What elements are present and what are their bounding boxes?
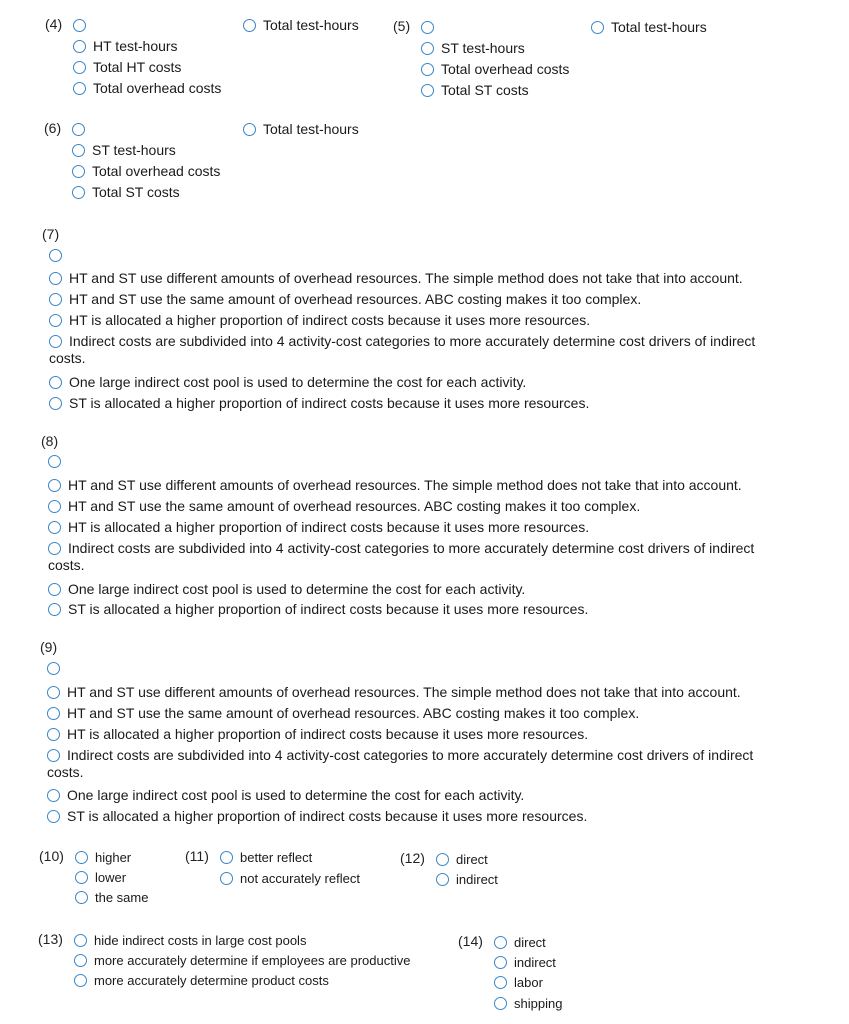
option-label: Total ST costs: [441, 82, 529, 98]
radio-icon[interactable]: [72, 186, 85, 199]
option-label: HT test-hours: [93, 38, 178, 54]
radio-icon[interactable]: [75, 891, 88, 904]
q6-option-1[interactable]: [72, 141, 176, 159]
option-label: direct: [514, 934, 546, 950]
q5-option-total-test-hours[interactable]: [591, 18, 707, 36]
q9-option-3[interactable]: [47, 725, 588, 743]
radio-icon[interactable]: [74, 934, 87, 947]
q8-option-1[interactable]: [48, 476, 742, 494]
q8-option-3[interactable]: [48, 518, 589, 536]
option-label: direct: [456, 851, 488, 867]
radio-icon[interactable]: [421, 63, 434, 76]
q14-option-direct[interactable]: [494, 933, 546, 951]
radio-icon[interactable]: [243, 19, 256, 32]
q6-option-3[interactable]: [72, 183, 180, 201]
option-label: Total test-hours: [611, 19, 707, 35]
q9-blank-radio[interactable]: [47, 662, 60, 675]
radio-icon[interactable]: [421, 84, 434, 97]
option-label: ST test-hours: [92, 142, 176, 158]
q7-option-4-continuation: costs.: [49, 350, 86, 366]
radio-icon[interactable]: [47, 728, 60, 741]
option-label: One large indirect cost pool is used to determine the cost for each activity.: [67, 787, 525, 803]
radio-icon[interactable]: [47, 749, 60, 762]
radio-icon[interactable]: [75, 871, 88, 884]
option-label: Total overhead costs: [92, 163, 221, 179]
radio-icon[interactable]: [74, 954, 87, 967]
option-label: more accurately determine if employees are productive: [94, 952, 411, 968]
q14-option-indirect[interactable]: [494, 953, 556, 971]
option-label: HT is allocated a higher proportion of indirect costs because it uses more resources.: [67, 726, 589, 742]
q10-option-the-same[interactable]: [75, 888, 148, 906]
q9-option-2[interactable]: [47, 704, 639, 722]
option-label: HT and ST use the same amount of overhead resources. ABC costing makes it too complex.: [67, 705, 640, 721]
q11-number: (11): [185, 848, 209, 864]
q6-option-total-test-hours[interactable]: [243, 120, 359, 138]
option-label: shipping: [514, 995, 563, 1011]
radio-icon[interactable]: [436, 853, 449, 866]
radio-icon[interactable]: [49, 376, 62, 389]
radio-icon[interactable]: [49, 397, 62, 410]
q8-option-2[interactable]: [48, 497, 640, 515]
option-label: HT and ST use different amounts of overhead resources. The simple method does not take that into account.: [69, 270, 743, 286]
radio-icon[interactable]: [494, 976, 507, 989]
q7-number: (7): [42, 226, 60, 242]
q7-option-2[interactable]: [49, 290, 641, 308]
option-label: HT and ST use different amounts of overhead resources. The simple method does not take that into account.: [68, 477, 742, 493]
radio-icon[interactable]: [72, 165, 85, 178]
radio-icon[interactable]: [72, 144, 85, 157]
q13-number: (13): [38, 931, 63, 947]
q12-option-indirect[interactable]: [436, 870, 498, 888]
option-label: HT is allocated a higher proportion of indirect costs because it uses more resources.: [68, 519, 590, 535]
q11-option-better-reflect[interactable]: [220, 848, 312, 866]
q10-option-lower[interactable]: [75, 868, 126, 886]
option-label: indirect: [456, 871, 498, 887]
radio-icon[interactable]: [73, 40, 86, 53]
q5-blank-radio[interactable]: [421, 21, 434, 34]
option-label: the same: [95, 889, 149, 905]
q8-blank-radio[interactable]: [48, 455, 61, 468]
radio-icon[interactable]: [220, 872, 233, 885]
option-label: higher: [95, 849, 132, 865]
option-label: ST is allocated a higher proportion of indirect costs because it uses more resources.: [68, 601, 589, 617]
q4-option-3[interactable]: [73, 79, 221, 97]
q7-blank-radio[interactable]: [49, 249, 62, 262]
q8-option-6[interactable]: [48, 600, 588, 618]
option-label: Indirect costs are subdivided into 4 activity-cost categories to more accurately determine cost drivers of indirect: [68, 540, 755, 556]
q6-number: (6): [44, 120, 62, 136]
radio-icon[interactable]: [48, 542, 61, 555]
radio-icon[interactable]: [47, 686, 60, 699]
q7-option-5[interactable]: [49, 373, 526, 391]
radio-icon[interactable]: [421, 42, 434, 55]
radio-icon[interactable]: [49, 272, 62, 285]
q6-blank-radio[interactable]: [72, 123, 85, 136]
q5-option-3[interactable]: [421, 81, 529, 99]
option-label: One large indirect cost pool is used to determine the cost for each activity.: [68, 581, 526, 597]
radio-icon[interactable]: [48, 479, 61, 492]
option-label: ST test-hours: [441, 40, 525, 56]
option-label: Total ST costs: [92, 184, 180, 200]
option-label: Indirect costs are subdivided into 4 activity-cost categories to more accurately determine cost drivers of indirect: [67, 747, 754, 763]
q9-option-6[interactable]: [47, 807, 587, 825]
option-label: hide indirect costs in large cost pools: [94, 932, 307, 948]
q9-option-5[interactable]: [47, 786, 524, 804]
q13-option-1[interactable]: [74, 931, 306, 949]
q4-option-2[interactable]: [73, 58, 181, 76]
radio-icon[interactable]: [220, 851, 233, 864]
radio-icon[interactable]: [47, 810, 60, 823]
option-label: One large indirect cost pool is used to determine the cost for each activity.: [69, 374, 527, 390]
option-label: better reflect: [240, 849, 313, 865]
q7-option-6[interactable]: [49, 394, 589, 412]
option-label: HT and ST use the same amount of overhead resources. ABC costing makes it too complex.: [69, 291, 642, 307]
option-label: HT and ST use the same amount of overhead resources. ABC costing makes it too complex.: [68, 498, 641, 514]
option-label: lower: [95, 869, 127, 885]
q12-option-direct[interactable]: [436, 850, 488, 868]
radio-icon[interactable]: [436, 873, 449, 886]
option-label: Total HT costs: [93, 59, 182, 75]
q5-option-2[interactable]: [421, 60, 569, 78]
q7-option-3[interactable]: [49, 311, 590, 329]
radio-icon[interactable]: [494, 997, 507, 1010]
radio-icon[interactable]: [243, 123, 256, 136]
q8-option-5[interactable]: [48, 580, 525, 598]
option-label: Total test-hours: [263, 17, 359, 33]
option-label: labor: [514, 974, 543, 990]
radio-icon[interactable]: [49, 335, 62, 348]
q9-option-4-continuation: costs.: [47, 764, 84, 780]
radio-icon[interactable]: [48, 603, 61, 616]
q6-option-2[interactable]: [72, 162, 220, 180]
radio-icon[interactable]: [74, 974, 87, 987]
q13-option-3[interactable]: [74, 971, 329, 989]
option-label: not accurately reflect: [240, 870, 360, 886]
option-label: Indirect costs are subdivided into 4 activity-cost categories to more accurately determine cost drivers of indirect: [69, 333, 756, 349]
radio-icon[interactable]: [494, 936, 507, 949]
radio-icon[interactable]: [494, 956, 507, 969]
option-label: Total overhead costs: [93, 80, 222, 96]
q9-option-1[interactable]: [47, 683, 741, 701]
q14-option-labor[interactable]: [494, 973, 543, 991]
option-label: HT and ST use different amounts of overhead resources. The simple method does not take that into account.: [67, 684, 741, 700]
option-label: ST is allocated a higher proportion of indirect costs because it uses more resources.: [67, 808, 588, 824]
radio-icon[interactable]: [48, 583, 61, 596]
q14-number: (14): [458, 933, 483, 949]
q10-number: (10): [39, 848, 64, 864]
radio-icon[interactable]: [73, 61, 86, 74]
q8-option-4[interactable]: [48, 539, 754, 557]
option-label: more accurately determine product costs: [94, 972, 329, 988]
q4-option-1[interactable]: [73, 37, 178, 55]
q12-number: (12): [400, 850, 425, 866]
q8-number: (8): [41, 433, 59, 449]
option-label: Total overhead costs: [441, 61, 570, 77]
q7-option-4[interactable]: [49, 332, 755, 350]
option-label: HT is allocated a higher proportion of indirect costs because it uses more resources.: [69, 312, 591, 328]
q4-blank-radio[interactable]: [73, 19, 86, 32]
option-label: indirect: [514, 954, 556, 970]
option-label: Total test-hours: [263, 121, 359, 137]
option-label: ST is allocated a higher proportion of indirect costs because it uses more resources.: [69, 395, 590, 411]
q11-option-not-accurately-reflect[interactable]: [220, 869, 360, 887]
radio-icon[interactable]: [47, 707, 60, 720]
q14-option-shipping[interactable]: [494, 994, 562, 1012]
q4-option-total-test-hours[interactable]: [243, 16, 359, 34]
radio-icon[interactable]: [47, 789, 60, 802]
q4-number: (4): [45, 16, 63, 32]
radio-icon[interactable]: [49, 293, 62, 306]
radio-icon[interactable]: [73, 82, 86, 95]
q5-number: (5): [393, 18, 411, 34]
radio-icon[interactable]: [49, 314, 62, 327]
radio-icon[interactable]: [48, 521, 61, 534]
radio-icon[interactable]: [75, 851, 88, 864]
q7-option-1[interactable]: [49, 269, 743, 287]
radio-icon[interactable]: [591, 21, 604, 34]
q5-option-1[interactable]: [421, 39, 525, 57]
radio-icon[interactable]: [48, 500, 61, 513]
q9-number: (9): [40, 639, 58, 655]
q13-option-2[interactable]: [74, 951, 410, 969]
q10-option-higher[interactable]: [75, 848, 131, 866]
q9-option-4[interactable]: [47, 746, 753, 764]
q8-option-4-continuation: costs.: [48, 557, 85, 573]
